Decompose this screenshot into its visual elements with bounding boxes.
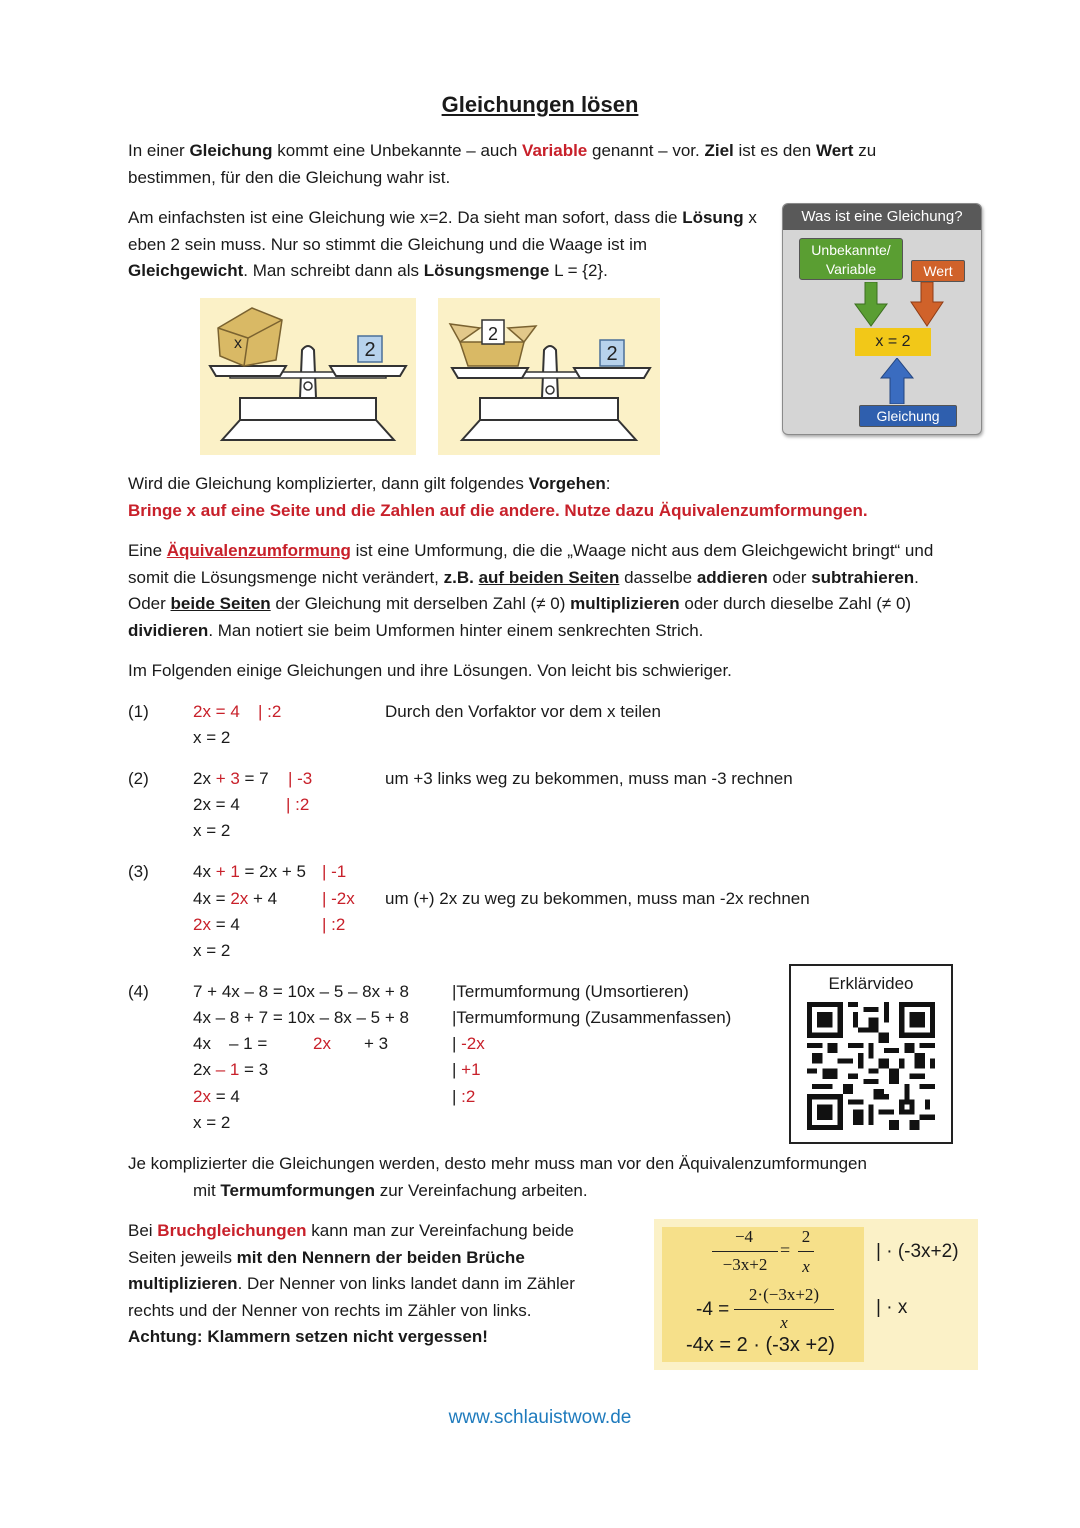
box-label: 2 [487, 324, 499, 344]
text: zu bestimmen, für den die Gleichung wahr ist. [128, 141, 877, 187]
text: z.B. [443, 567, 474, 587]
text: 2x [230, 889, 249, 908]
equation-line [193, 912, 240, 938]
fraction-bar [712, 1251, 778, 1252]
equation-part: + 3 [364, 1034, 389, 1053]
operation: | · (-3x+2) [876, 1241, 959, 1262]
text: L = {2}. [549, 261, 608, 280]
text: addieren [696, 567, 768, 587]
text: 2x [193, 1060, 216, 1079]
text: auf beiden Seiten [478, 567, 620, 587]
operation: | :2 [286, 795, 310, 814]
term-loesung: Lösung [682, 208, 744, 227]
procedure-line [128, 471, 611, 497]
operation: | :2 [452, 1087, 476, 1106]
term-wert: Wert [815, 141, 854, 160]
scale-illustration-opened [438, 298, 660, 455]
warning: Achtung: Klammern setzen nicht vergessen! [128, 1327, 488, 1346]
operation: | -1 [322, 862, 347, 881]
equation-line: x = 2 [193, 941, 231, 960]
text: 2x [193, 915, 211, 934]
text: = 7 [239, 769, 269, 788]
weight-label: 2 [606, 343, 618, 365]
example-number: (1) [128, 702, 149, 721]
term-note: Je komplizierter die Gleichungen werden, desto mehr muss man vor den Äquivalenzumformungen [128, 1154, 867, 1173]
text: kann man zur Vereinfachung beide Seiten jeweils [128, 1221, 574, 1267]
fraction-equation-box [654, 1219, 978, 1370]
text: = 3 [239, 1060, 269, 1079]
value-tag: Wert [911, 260, 965, 282]
equation-line: x = 2 [193, 728, 231, 747]
hint-box-header: Was ist eine Gleichung? [783, 204, 981, 230]
example-note: Durch den Vorfaktor vor dem x teilen [385, 702, 661, 721]
term-aequivalenzumformung: Äquivalenzumformung [166, 541, 351, 560]
text: + 4 [248, 889, 278, 908]
text: 2x [193, 769, 211, 788]
equation-line: 2x = 4 [193, 795, 240, 814]
fraction-paragraph [128, 1218, 618, 1351]
text: Am einfachsten ist eine Gleichung wie x=2. Da sieht man sofort, dass die [128, 208, 683, 227]
equation-left: -4 = [696, 1299, 730, 1320]
equation-part: 2x [313, 1034, 331, 1053]
text: 2x [193, 1087, 211, 1106]
equation-line: x = 2 [193, 821, 231, 840]
example-note: um +3 links weg zu bekommen, muss man -3 rechnen [385, 769, 793, 788]
text: . Der Nenner von links landet dann im Zähler rechts und der Nenner von rechts im Zähler von links. [128, 1274, 575, 1320]
equation-line [193, 859, 306, 885]
procedure-rule: Bringe x auf eine Seite und die Zahlen auf die andere. Nutze dazu Äquivalenzumformungen. [128, 501, 868, 520]
text: ist eine Umformung, die die „Waage nicht aus dem Gleichgewicht bringt“ und somit die Lösungsmenge nicht verändert, [128, 541, 934, 587]
fraction-numerator: 2 [801, 1227, 811, 1246]
text: + 3 [210, 769, 240, 788]
fraction-numerator: 2·(−3x+2) [748, 1285, 820, 1304]
fraction-bar [734, 1309, 834, 1310]
term-vorgehen: Vorgehen [528, 474, 606, 493]
operation: | -3 [288, 769, 313, 788]
footer-link[interactable]: www.schlauistwow.de [448, 1407, 632, 1428]
text: In einer [128, 141, 190, 160]
examples-intro: Im Folgenden einige Gleichungen und ihre Lösungen. Von leicht bis schwieriger. [128, 661, 732, 680]
scale-illustration-x [200, 298, 416, 455]
equation-line: x = 2 [193, 1113, 231, 1132]
example-number: (3) [128, 862, 149, 881]
text: = 4 [210, 915, 240, 934]
example-number: (2) [128, 769, 149, 788]
text: : [605, 474, 611, 493]
term-termumformungen: Termumformungen [220, 1181, 375, 1200]
fraction-denominator: x [780, 1313, 788, 1332]
equation-result: -4x = 2 · (-3x +2) [686, 1334, 835, 1356]
qr-code-icon[interactable] [807, 1002, 935, 1130]
equation-line: 7 + 4x – 8 = 10x – 5 – 8x + 8 [193, 982, 409, 1001]
text: :2 [461, 1087, 476, 1106]
text: Eine [128, 541, 167, 560]
text: 4x [193, 862, 211, 881]
text: +1 [461, 1060, 481, 1079]
text: . Oder [128, 567, 919, 613]
text: -2x [461, 1034, 485, 1053]
text: multiplizieren [570, 594, 680, 613]
operation: | -2x [452, 1034, 485, 1053]
video-label: Erklärvideo [828, 974, 914, 993]
text: dividieren [128, 620, 209, 640]
text: Wird die Gleichung komplizierter, dann gilt folgendes [128, 474, 529, 493]
text: . Man notiert sie beim Umformen hinter einem senkrechten Strich. [208, 620, 704, 640]
arrows-down-icon [843, 282, 953, 334]
text: der Gleichung mit derselben Zahl (≠ 0) [270, 594, 571, 613]
text: 4x = [193, 889, 231, 908]
fraction-numerator: −4 [734, 1227, 754, 1246]
text: mit [193, 1181, 221, 1200]
text: beide Seiten [170, 594, 271, 613]
unknown-variable-tag: Unbekannte/ Variable [799, 238, 903, 280]
equation-line: 2x = 4 [193, 702, 240, 721]
equation-line [193, 1057, 268, 1083]
text: + 1 [210, 862, 240, 881]
text: x eben 2 sein muss. Nur so stimmt die Gleichung und die Waage ist im [128, 208, 757, 254]
equivalence-paragraph [128, 538, 958, 644]
fraction-bar [798, 1251, 814, 1252]
operation: | · x [876, 1297, 908, 1318]
text: zur Vereinfachung arbeiten. [374, 1181, 588, 1200]
text: subtrahieren [811, 567, 915, 587]
text: – 1 [215, 1060, 240, 1079]
equation-line [193, 886, 277, 912]
operation: |Termumformung (Umsortieren) [452, 982, 689, 1001]
text: kommt eine Unbekannte – auch [272, 141, 523, 160]
intro-paragraph-2 [128, 205, 768, 285]
hint-box-what-is-equation [782, 203, 982, 435]
example-number: (4) [128, 982, 149, 1001]
text: genannt – vor. [587, 141, 705, 160]
term-note-continued [193, 1178, 588, 1204]
text: Bei [128, 1221, 158, 1240]
example-note: um (+) 2x zu weg zu bekommen, muss man -2x rechnen [385, 889, 810, 908]
text: = 4 [210, 1087, 240, 1106]
term-loesungsmenge: Lösungsmenge [423, 261, 550, 280]
operation: | +1 [452, 1060, 481, 1079]
equation-label: x = 2 [855, 328, 931, 356]
intro-paragraph-1 [128, 138, 948, 191]
equals-sign: = [780, 1240, 791, 1260]
operation: | :2 [322, 915, 346, 934]
video-qr-box[interactable] [789, 964, 953, 1144]
text: . Man schreibt dann als [243, 261, 424, 280]
page-title: Gleichungen lösen [441, 92, 639, 117]
text: oder [767, 567, 812, 587]
text: ist es den [733, 141, 816, 160]
fraction-denominator: x [802, 1257, 810, 1276]
term-gleichung: Gleichung [189, 141, 273, 160]
term-ziel: Ziel [704, 141, 734, 160]
box-label: x [234, 335, 242, 352]
equation-line [193, 1084, 240, 1110]
equation-part: – 1 = [229, 1034, 268, 1053]
weight-label: 2 [364, 339, 376, 361]
equation-line: 4x – 8 + 7 = 10x – 8x – 5 + 8 [193, 1008, 409, 1027]
term-variable: Variable [522, 141, 588, 160]
text: = 2x + 5 [239, 862, 306, 881]
term-bruchgleichungen: Bruchgleichungen [157, 1221, 307, 1240]
arrow-up-icon [877, 358, 917, 404]
term-gleichgewicht: Gleichgewicht [128, 261, 244, 280]
text: oder durch dieselbe Zahl (≠ 0) [679, 594, 912, 613]
equation-line [193, 766, 269, 792]
text: dasselbe [619, 567, 697, 587]
operation: | -2x [322, 889, 355, 908]
operation: |Termumformung (Zusammenfassen) [452, 1008, 732, 1027]
fraction-denominator: −3x+2 [722, 1255, 768, 1274]
equation-tag: Gleichung [859, 405, 957, 427]
text: mit den Nennern der beiden Brüche multiplizieren [128, 1247, 525, 1293]
equation-part: 4x [193, 1034, 211, 1053]
operation: | :2 [258, 702, 282, 721]
